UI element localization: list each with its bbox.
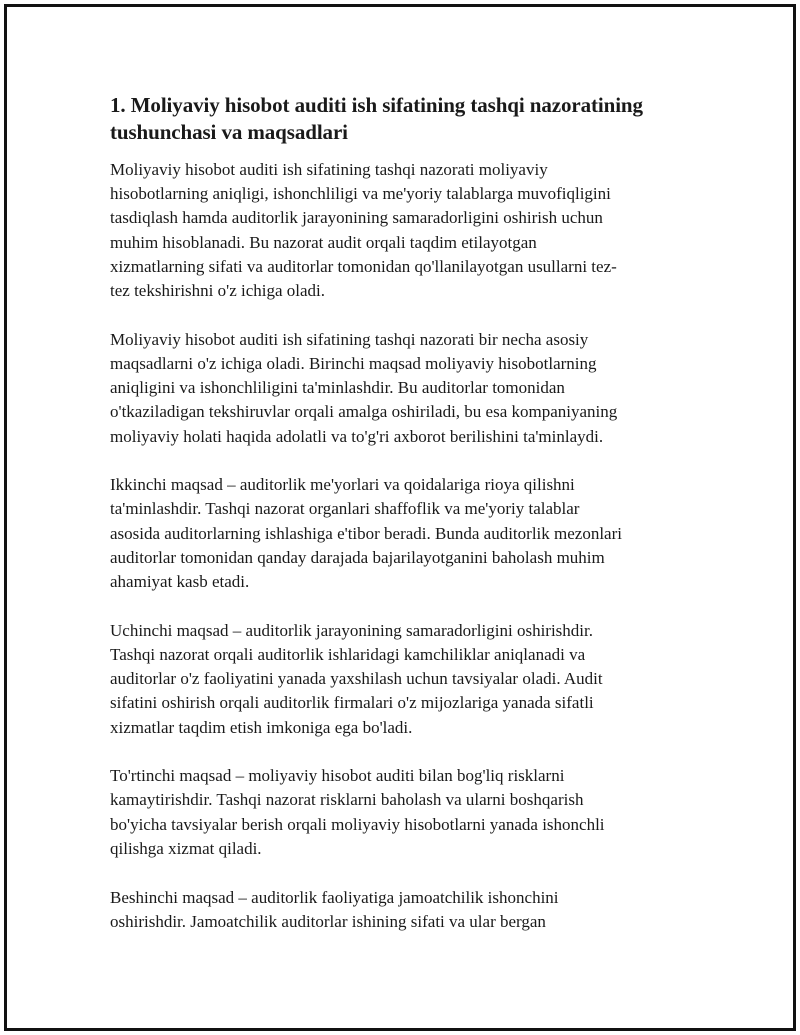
paragraph-line: Moliyaviy hisobot auditi ish sifatining tashqi nazorati bir necha asosiy <box>110 329 589 349</box>
paragraph-line: Moliyaviy hisobot auditi ish sifatining tashqi nazorati moliyaviy <box>110 160 548 179</box>
paragraph-line: maqsadlarni o'z ichiga oladi. Birinchi maqsad moliyaviy hisobotlarning <box>110 353 597 373</box>
paragraph-line: Tashqi nazorat orqali auditorlik ishlaridagi kamchiliklar aniqlanadi va <box>110 644 586 664</box>
paragraph-line: auditorlar o'z faoliyatini yanada yaxshilash uchun tavsiyalar oladi. Audit <box>110 669 603 689</box>
section-heading <box>110 92 670 146</box>
paragraph-line: oshirishdir. Jamoatchilik auditorlar ishining sifati va ular bergan <box>110 911 546 931</box>
paragraph-line: Ikkinchi maqsad – auditorlik me'yorlari va qoidalariga rioya qilishni <box>110 475 575 495</box>
paragraph <box>110 886 670 934</box>
paragraph <box>110 328 670 449</box>
paragraph-line: hisobotlarning aniqligi, ishonchliligi va me'yoriy talablarga muvofiqligini <box>110 184 611 204</box>
paragraph-line: aniqligini va ishonchliligini ta'minlashdir. Bu auditorlar tomonidan <box>110 378 565 398</box>
paragraph-line: moliyaviy holati haqida adolatli va to'g'ri axborot berilishini ta'minlaydi. <box>110 426 604 446</box>
paragraph-line: o'tkaziladigan tekshiruvlar orqali amalga oshiriladi, bu esa kompaniyaning <box>110 402 618 422</box>
paragraph-line: xizmatlar taqdim etish imkoniga ega bo'ladi. <box>110 717 413 737</box>
paragraph-line: To'rtinchi maqsad – moliyaviy hisobot auditi bilan bog'liq risklarni <box>110 766 565 786</box>
paragraph-line: tez tekshirishni o'z ichiga oladi. <box>110 281 326 301</box>
paragraph-line: xizmatlarning sifati va auditorlar tomonidan qo'llanilayotgan usullarni tez- <box>110 256 617 276</box>
paragraph <box>110 619 670 740</box>
paragraph-line: ahamiyat kasb etadi. <box>110 572 250 592</box>
paragraph <box>110 473 670 594</box>
paragraph-line: tasdiqlash hamda auditorlik jarayonining samaradorligini oshirish uchun <box>110 208 603 228</box>
heading-line: tushunchasi va maqsadlari <box>110 120 348 144</box>
paragraph-line: muhim hisoblanadi. Bu nazorat audit orqali taqdim etilayotgan <box>110 232 537 252</box>
paragraph-line: bo'yicha tavsiyalar berish orqali moliyaviy hisobotlarni yanada ishonchli <box>110 814 605 834</box>
paragraph-line: Beshinchi maqsad – auditorlik faoliyatiga jamoatchilik ishonchini <box>110 887 559 907</box>
heading-line: 1. Moliyaviy hisobot auditi ish sifatining tashqi nazoratining <box>110 93 643 117</box>
paragraph-line: auditorlar tomonidan qanday darajada bajarilayotganini baholash muhim <box>110 547 605 567</box>
document-body <box>110 92 670 958</box>
paragraph-line: ta'minlashdir. Tashqi nazorat organlari shaffoflik va me'yoriy talablar <box>110 499 580 519</box>
paragraph-line: sifatini oshirish orqali auditorlik firmalari o'z mijozlariga yanada sifatli <box>110 693 594 713</box>
paragraph-line: qilishga xizmat qiladi. <box>110 838 262 858</box>
paragraph <box>110 764 670 861</box>
paragraph-line: Uchinchi maqsad – auditorlik jarayonining samaradorligini oshirishdir. <box>110 620 593 640</box>
paragraph-line: kamaytirishdir. Tashqi nazorat risklarni baholash va ularni boshqarish <box>110 790 584 810</box>
paragraph <box>110 158 670 303</box>
paragraph-line: asosida auditorlarning ishlashiga e'tibor beradi. Bunda auditorlik mezonlari <box>110 523 622 543</box>
